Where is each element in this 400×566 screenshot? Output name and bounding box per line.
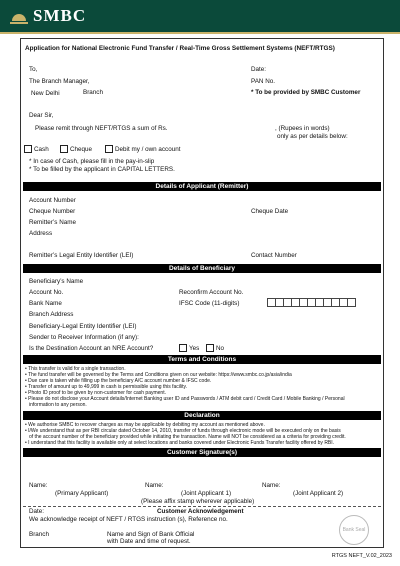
nre-yes-checkbox[interactable]: [179, 344, 187, 352]
joint-applicant-1: (Joint Applicant 1): [181, 490, 232, 497]
bank-seal-stamp: Bank Seal: [339, 515, 369, 545]
ack-date[interactable]: Date:: [29, 508, 45, 515]
dear-sir: Dear Sir,: [29, 112, 54, 119]
sender-info[interactable]: Sender to Receiver Information (if any):: [29, 334, 139, 341]
remitter-lei[interactable]: Remitter’s Legal Entity Identifier (LEI): [29, 252, 134, 259]
ack-heading: Customer Acknowledgement: [157, 508, 244, 515]
cash-note: * In case of Cash, please fill in the pay-in-slip: [29, 158, 155, 165]
remitter-heading: Details of Applicant (Remitter): [23, 182, 381, 191]
cut-line: [23, 506, 381, 507]
declaration-item: • I understand that this facility is available only at select locations and banks covered under Electronic Funds Transfer facility offered by RBI.: [25, 440, 335, 446]
remit-text[interactable]: Please remit through NEFT/RTGS a sum of Rs.: [35, 125, 168, 132]
per-details: only as per details below:: [277, 133, 348, 140]
primary-applicant: (Primary Applicant): [55, 490, 109, 497]
date-label[interactable]: Date:: [251, 66, 267, 73]
cheque-label: Cheque: [70, 146, 93, 153]
terms-item: • The fund transfer will be governed by the Terms and Conditions given on our website: https://www.smbc.co.jp/asia/india: [25, 372, 292, 378]
beneficiary-ifsc[interactable]: IFSC Code (11-digits): [179, 300, 240, 307]
nre-question: Is the Destination Account an NRE Account?: [29, 345, 154, 352]
nre-yes-label: Yes: [189, 345, 200, 352]
terms-item: information to any person.: [29, 402, 87, 408]
signature-heading: Customer Signature(s): [23, 448, 381, 457]
remitter-name[interactable]: Remitter’s Name: [29, 219, 77, 226]
form-reference: RTGS NEFT_V.02_2023: [331, 553, 392, 559]
caps-note: * To be filled by the applicant in CAPITAL LETTERS.: [29, 166, 175, 173]
beneficiary-reconfirm[interactable]: Reconfirm Account No.: [179, 289, 244, 296]
debit-checkbox[interactable]: [105, 145, 113, 153]
terms-item: • This transfer is valid for a single transaction.: [25, 366, 126, 372]
beneficiary-account[interactable]: Account No.: [29, 289, 64, 296]
remitter-cheque-number[interactable]: Cheque Number: [29, 208, 76, 215]
ack-datetime: with Date and time of request.: [107, 538, 191, 545]
branch-label: Branch: [83, 89, 103, 96]
beneficiary-lei[interactable]: Beneficiary-Legal Entity Identifier (LEI): [29, 323, 137, 330]
manager-label: The Branch Manager,: [29, 78, 90, 85]
beneficiary-heading: Details of Beneficiary: [23, 264, 381, 273]
cash-label: Cash: [34, 146, 49, 153]
rupees-words[interactable]: , (Rupees in words): [275, 125, 330, 132]
beneficiary-name[interactable]: Beneficiary’s Name: [29, 278, 84, 285]
terms-heading: Terms and Conditions: [23, 355, 381, 364]
remitter-account[interactable]: Account Number: [29, 197, 76, 204]
smbc-logo: [10, 6, 86, 26]
terms-item: • Please do not disclose your Account details/Internet Banking user ID and Passwords / ATM debit card / Credit Card / Mobile Banking / Personal: [25, 396, 345, 402]
signature-name-1[interactable]: Name:: [29, 482, 48, 489]
form-title: Application for National Electronic Fund Transfer / Real-Time Gross Settlement Systems (NEFT/RTGS): [25, 45, 335, 52]
beneficiary-branch[interactable]: Branch Address: [29, 311, 74, 318]
terms-item: • Transfer of amount up to 49,999 in cash is permissible using this facility.: [25, 384, 188, 390]
ack-branch[interactable]: Branch: [29, 531, 49, 538]
declaration-heading: Declaration: [23, 411, 381, 420]
header-divider: [0, 32, 400, 34]
signature-name-2[interactable]: Name:: [145, 482, 164, 489]
to-label: To,: [29, 66, 38, 73]
terms-item: • Due care is taken while filling up the beneficiary A/C account number & IFSC code.: [25, 378, 212, 384]
joint-applicant-2: (Joint Applicant 2): [293, 490, 344, 497]
nre-no-checkbox[interactable]: [206, 344, 214, 352]
terms-item: • Photo ID proof to be given by non-customer for cash payment.: [25, 390, 166, 396]
smbc-customer-note: * To be provided by SMBC Customer: [251, 89, 361, 96]
header-bar: [0, 0, 400, 32]
pan-label[interactable]: PAN No.: [251, 78, 276, 85]
signature-name-3[interactable]: Name:: [262, 482, 281, 489]
cash-checkbox[interactable]: [24, 145, 32, 153]
declaration-item: of the account number of the beneficiary provided while initiating the transaction. Name will NOT be considered as a criteria for providing credit.: [29, 434, 346, 440]
ack-official[interactable]: Name and Sign of Bank Official: [107, 531, 195, 538]
application-form: [20, 38, 384, 548]
ack-text[interactable]: We acknowledge receipt of NEFT / RTGS instruction (s), Reference no.: [29, 516, 228, 523]
city-label: New Delhi: [31, 90, 60, 97]
declaration-item: • We authorise SMBC to recover charges as may be applicable by debiting my account as mentioned above.: [25, 422, 265, 428]
cheque-checkbox[interactable]: [60, 145, 68, 153]
stamp-note: (Please affix stamp wherever applicable): [141, 498, 255, 505]
remitter-contact[interactable]: Contact Number: [251, 252, 297, 259]
logo-sun-icon: [10, 7, 28, 25]
declaration-item: • I/We understand that as per RBI circular dated October 14, 2010, transfer of funds through electronic mode will be executed only on the basis: [25, 428, 341, 434]
debit-label: Debit my / own account: [115, 146, 181, 153]
nre-no-label: No: [216, 345, 225, 352]
remitter-cheque-date[interactable]: Cheque Date: [251, 208, 289, 215]
logo-text: SMBC: [33, 6, 87, 25]
remitter-address[interactable]: Address: [29, 230, 53, 237]
ifsc-boxes[interactable]: [267, 298, 355, 307]
beneficiary-bank[interactable]: Bank Name: [29, 300, 62, 307]
